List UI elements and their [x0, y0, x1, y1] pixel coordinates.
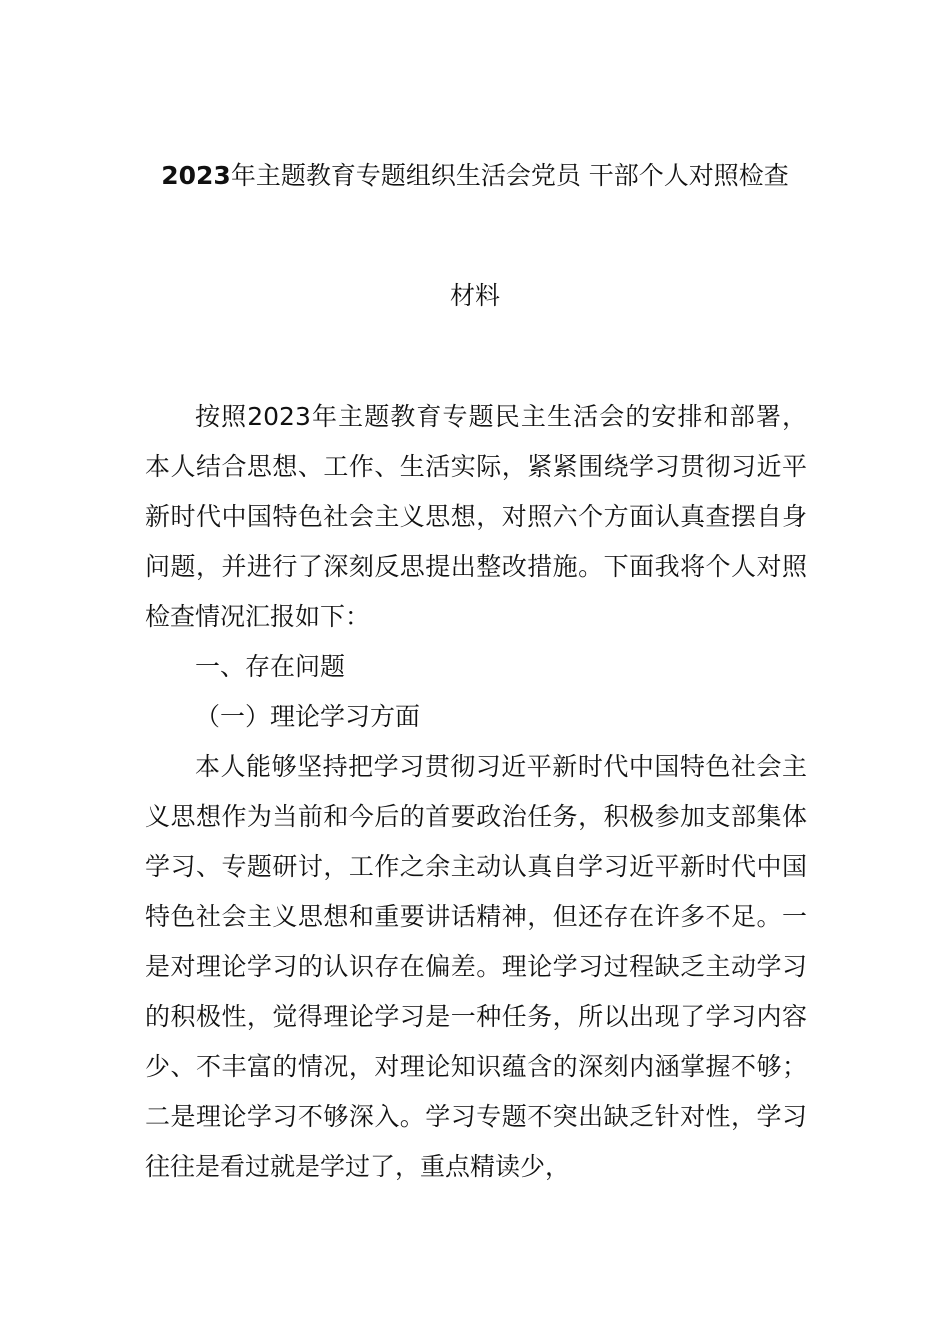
body-paragraph: 本人能够坚持把学习贯彻习近平新时代中国特色社会主义思想作为当前和今后的首要政治任务，积极参加支部集体学习、专题研讨，工作之余主动认真自学习近平新时代中国特色社会主义思想和重要讲话精神，但还存在许多不足。一是对理论学习的认识存在偏差。理论学习过程缺乏主动学习的积极性，觉得理论学习是一种任务，所以出现了学习内容少、不丰富的情况，对理论知识蕴含的深刻内涵掌握不够；二是理论学习不够深入。学习专题不突出缺乏针对性，学习往往是看过就是学过了，重点精读少， — [145, 752, 807, 1181]
title-year: 2023 — [161, 161, 231, 190]
document-title-line-1 — [0, 158, 950, 194]
section-heading: 一、存在问题 — [195, 652, 346, 681]
intro-paragraph: 按照2023年主题教育专题民主生活会的安排和部署，本人结合思想、工作、生活实际，紧紧围绕学习贯彻习近平新时代中国特色社会主义思想，对照六个方面认真查摆自身问题，并进行了深刻反思提出整改措施。下面我将个人对照检查情况汇报如下： — [145, 402, 807, 631]
document-body — [145, 392, 807, 1192]
document-title-line-2: 材料 — [449, 281, 500, 310]
title-text: 年主题教育专题组织生活会党员 干部个人对照检查 — [230, 161, 789, 190]
subsection-heading: （一）理论学习方面 — [195, 702, 421, 731]
